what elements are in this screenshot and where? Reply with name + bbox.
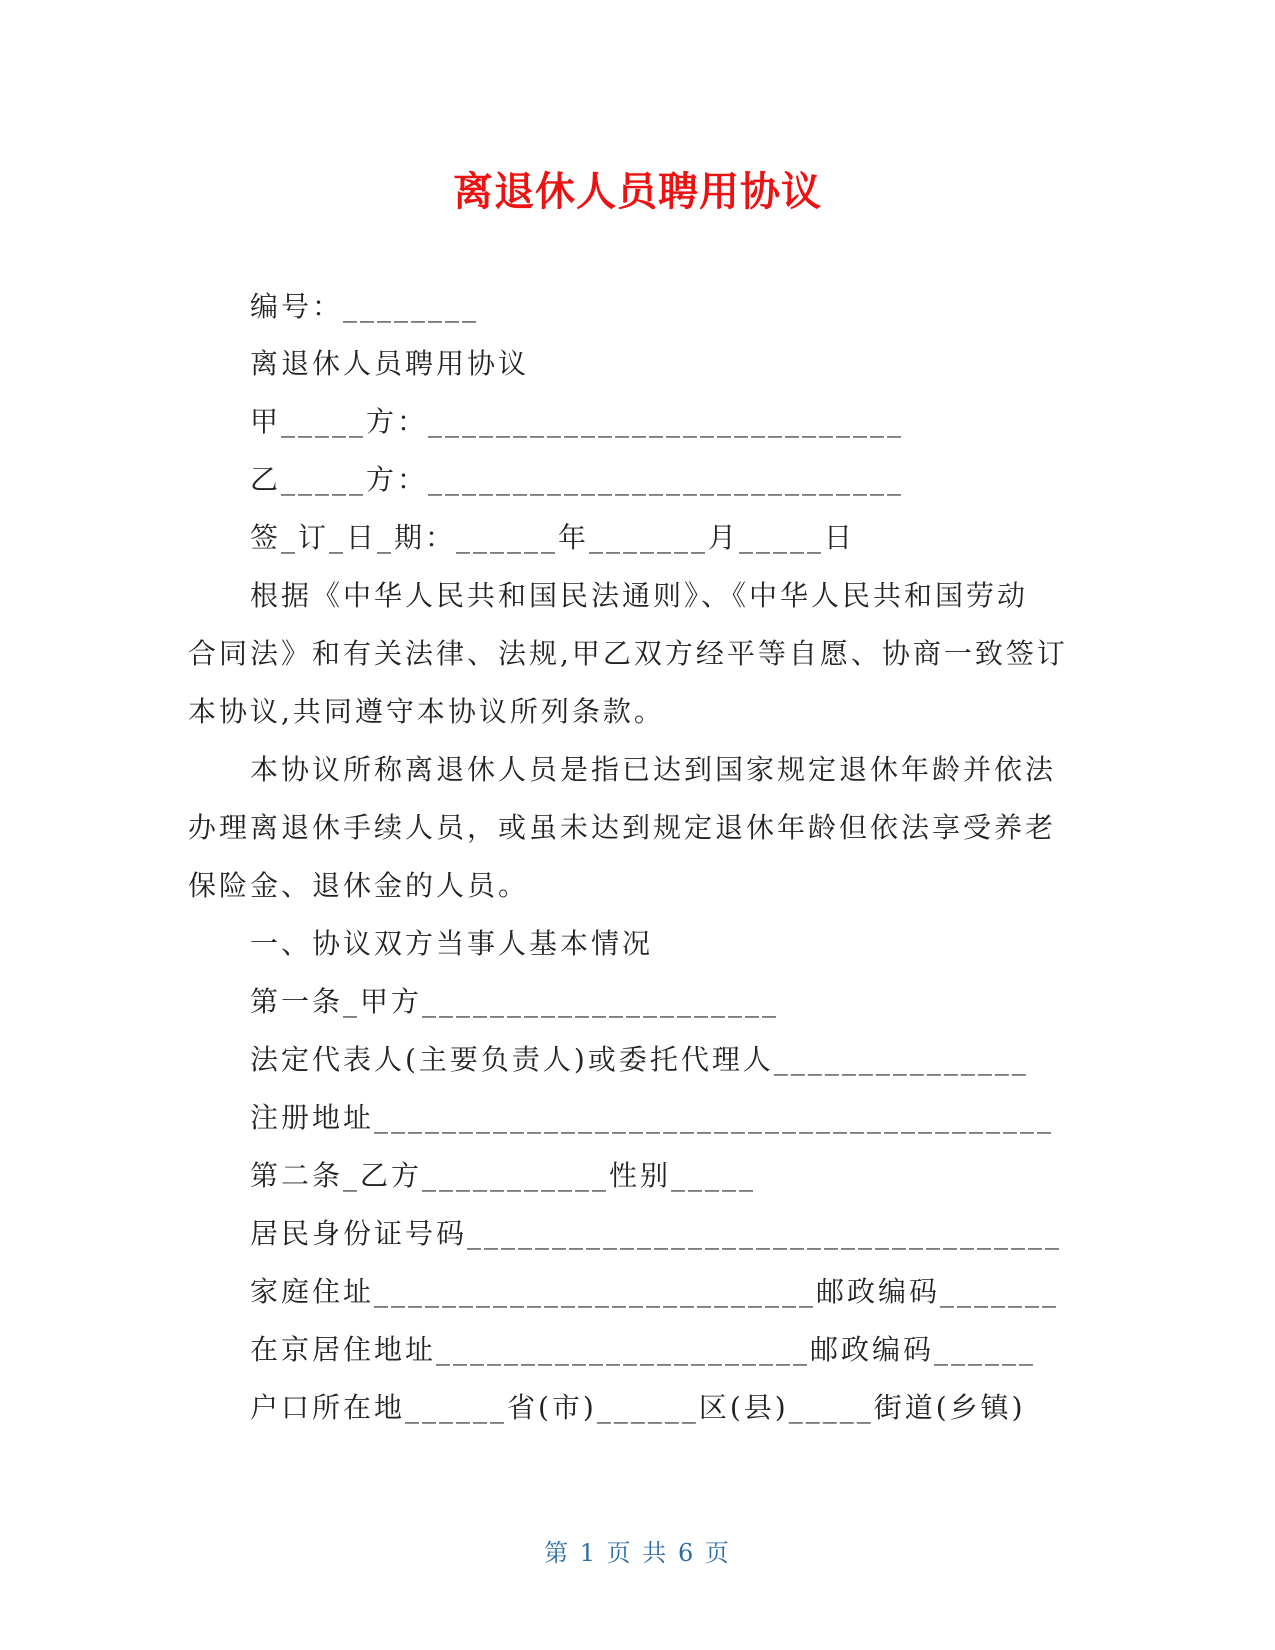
household-registration-field: 户口所在地______省(市)______区(县)_____街道(乡镇) [250,1391,1026,1424]
serial-number-field: 编号：________ [250,290,480,323]
signing-date-field: 签_订_日_期：______年_______月_____日 [250,521,856,554]
article-1-party-a: 第一条_甲方_____________________ [250,985,780,1018]
document-title: 离退休人员聘用协议 [453,169,822,215]
paragraph-basis-line-3: 本协议,共同遵守本协议所列条款。 [188,695,665,728]
id-number-field: 居民身份证号码___________________________________ [250,1217,1063,1250]
page-footer: 第 1 页 共 6 页 [544,1539,731,1567]
party-a-field: 甲_____方：____________________________ [250,405,905,438]
home-address-field: 家庭住址__________________________邮政编码_______ [250,1275,1060,1308]
party-b-field: 乙_____方：____________________________ [250,463,905,496]
article-2-party-b: 第二条_乙方___________性别_____ [250,1159,757,1192]
section-heading-1: 一、协议双方当事人基本情况 [250,927,654,960]
beijing-address-field: 在京居住地址______________________邮政编码______ [250,1333,1037,1366]
agreement-subtitle: 离退休人员聘用协议 [250,347,530,380]
registered-address-field: 注册地址________________________________________ [250,1101,1055,1134]
paragraph-definition-line-2: 办理离退休手续人员，或虽未达到规定退休年龄但依法享受养老 [188,811,1057,844]
paragraph-definition-line-1: 本协议所称离退休人员是指已达到国家规定退休年龄并依法 [250,753,1057,786]
legal-representative-field: 法定代表人(主要负责人)或委托代理人_______________ [250,1043,1029,1076]
paragraph-basis-line-1: 根据《中华人民共和国民法通则》、《中华人民共和国劳动 [250,579,1029,612]
paragraph-basis-line-2: 合同法》和有关法律、法规,甲乙双方经平等自愿、协商一致签订 [188,637,1068,670]
paragraph-definition-line-3: 保险金、退休金的人员。 [188,869,530,902]
